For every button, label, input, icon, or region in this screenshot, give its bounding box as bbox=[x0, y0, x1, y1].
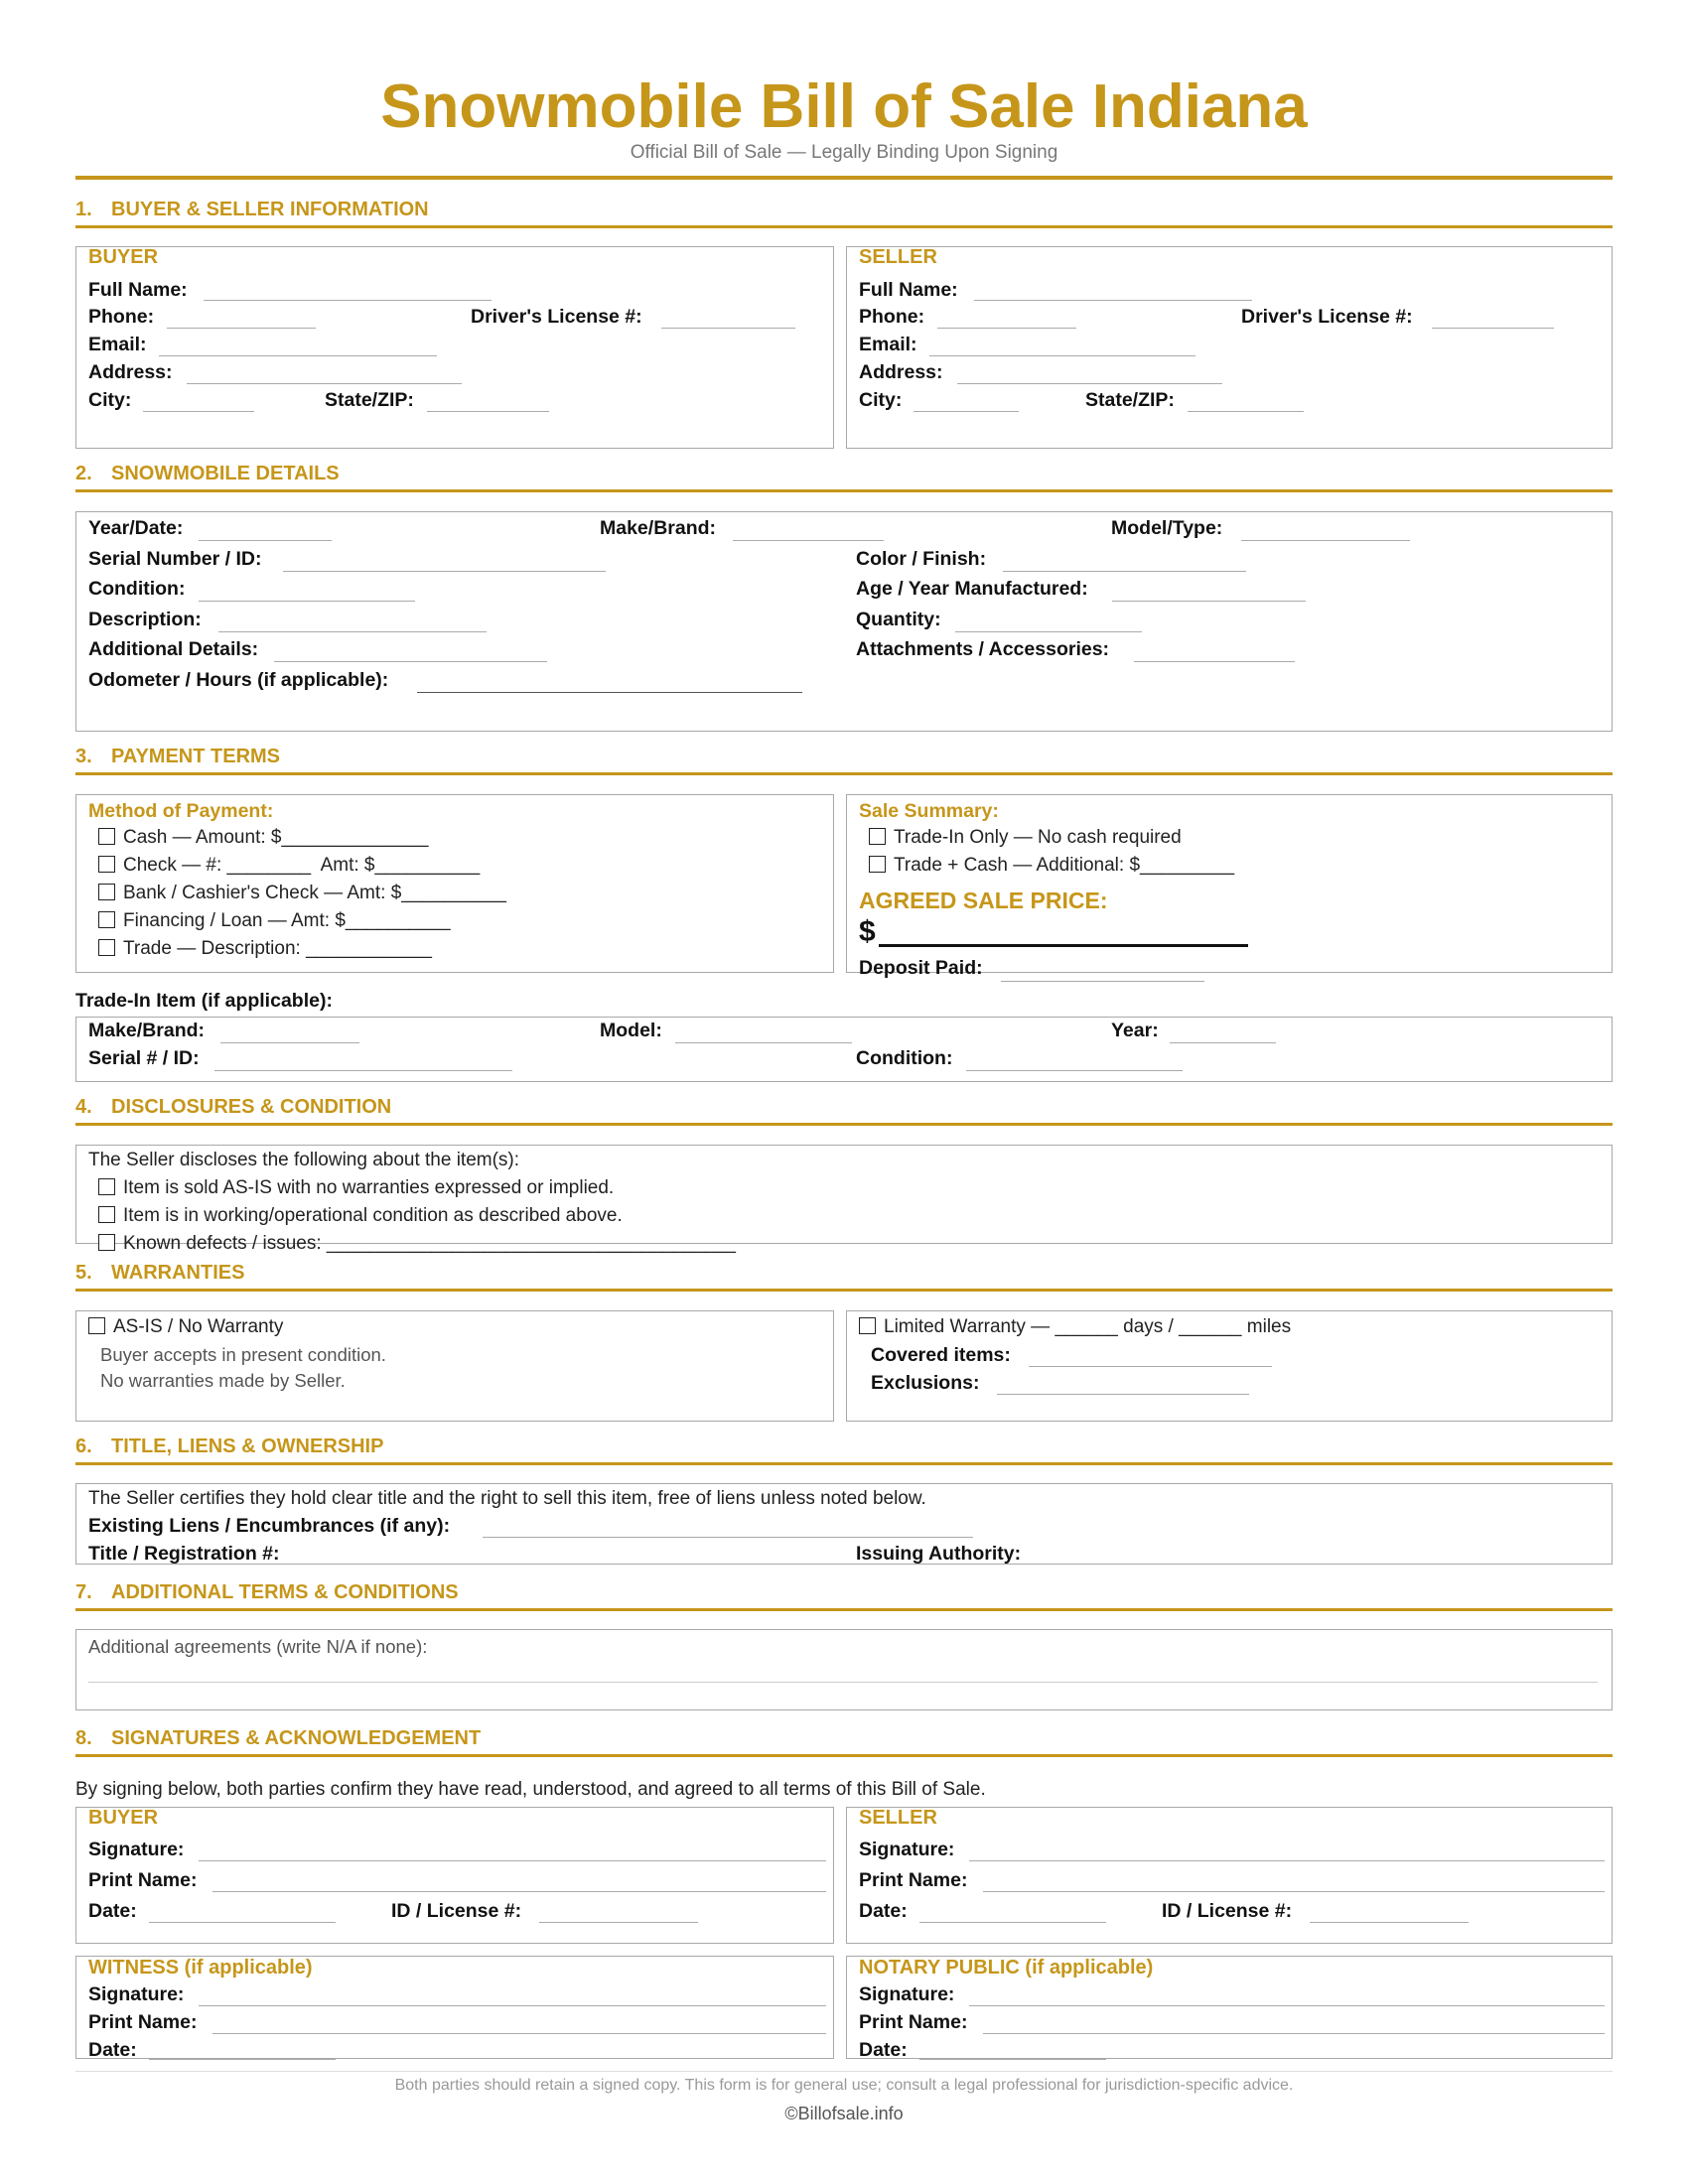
section-2-heading bbox=[75, 457, 1613, 492]
exclusions-label: Exclusions: bbox=[871, 1372, 980, 1394]
buyer-signature-field[interactable] bbox=[199, 1860, 826, 1861]
quantity-field[interactable] bbox=[955, 631, 1142, 632]
buyer-date-label: Date: bbox=[88, 1900, 137, 1922]
payment-cash-label: Cash — Amount: $______________ bbox=[123, 827, 429, 848]
payment-financing-option[interactable] bbox=[98, 910, 451, 932]
disclosure-defects-option[interactable] bbox=[98, 1233, 736, 1255]
as-is-note-2: No warranties made by Seller. bbox=[100, 1370, 346, 1391]
age-field[interactable] bbox=[1112, 601, 1306, 602]
seller-full-name-field[interactable] bbox=[974, 300, 1252, 301]
seller-id-license-label: ID / License #: bbox=[1162, 1900, 1293, 1922]
disclosure-as-is-option[interactable] bbox=[98, 1177, 614, 1199]
buyer-id-license-label: ID / License #: bbox=[391, 1900, 522, 1922]
trade-serial-field[interactable] bbox=[214, 1070, 512, 1071]
disclosure-as-is-label: Item is sold AS-IS with no warranties expressed or implied. bbox=[123, 1177, 615, 1198]
seller-address-field[interactable] bbox=[957, 383, 1222, 384]
color-field[interactable] bbox=[1003, 571, 1246, 572]
buyer-full-name-label: Full Name: bbox=[88, 279, 188, 301]
section-1-heading bbox=[75, 193, 1613, 228]
section-title: WARRANTIES bbox=[111, 1262, 245, 1284]
checkbox-icon[interactable] bbox=[98, 911, 115, 928]
title-certification-text: The Seller certifies they hold clear title and the right to sell this item, free of liens unless noted below. bbox=[88, 1488, 926, 1509]
additional-details-label: Additional Details: bbox=[88, 638, 259, 660]
buyer-print-name-field[interactable] bbox=[212, 1891, 826, 1892]
notary-signature-label: Signature: bbox=[859, 1983, 955, 2005]
checkbox-icon[interactable] bbox=[98, 939, 115, 956]
color-label: Color / Finish: bbox=[856, 548, 987, 570]
checkbox-icon[interactable] bbox=[98, 1178, 115, 1195]
buyer-date-field[interactable] bbox=[149, 1922, 336, 1923]
quantity-label: Quantity: bbox=[856, 609, 941, 630]
seller-full-name-label: Full Name: bbox=[859, 279, 958, 301]
attachments-field[interactable] bbox=[1134, 661, 1295, 662]
checkbox-icon[interactable] bbox=[98, 884, 115, 900]
buyer-city-field[interactable] bbox=[143, 411, 254, 412]
seller-state-zip-label: State/ZIP: bbox=[1085, 389, 1175, 411]
checkbox-icon[interactable] bbox=[98, 856, 115, 873]
agreed-sale-price-label: AGREED SALE PRICE: bbox=[859, 887, 1108, 913]
witness-signature-label: Signature: bbox=[88, 1983, 185, 2005]
witness-heading: WITNESS (if applicable) bbox=[88, 1957, 313, 1979]
payment-bank-label: Bank / Cashier's Check — Amt: $__________ bbox=[123, 883, 506, 903]
covered-items-field[interactable] bbox=[1029, 1366, 1272, 1367]
seller-print-name-field[interactable] bbox=[983, 1891, 1605, 1892]
buyer-dl-field[interactable] bbox=[661, 328, 795, 329]
sale-summary-title: Sale Summary: bbox=[859, 800, 999, 822]
checkbox-icon[interactable] bbox=[98, 828, 115, 845]
buyer-signature-heading: BUYER bbox=[88, 1807, 159, 1829]
section-number: 2. bbox=[75, 463, 92, 484]
seller-info-box bbox=[846, 246, 1613, 449]
section-title: PAYMENT TERMS bbox=[111, 746, 281, 767]
footer-note: Both parties should retain a signed copy. This form is for general use; consult a legal professional for jurisdiction-specific advice. bbox=[394, 2077, 1294, 2094]
section-6-heading bbox=[75, 1430, 1613, 1465]
buyer-email-field[interactable] bbox=[159, 355, 437, 356]
payment-trade-label: Trade — Description: ____________ bbox=[123, 938, 432, 959]
deposit-paid-field[interactable] bbox=[1001, 981, 1204, 982]
trade-condition-field[interactable] bbox=[966, 1070, 1183, 1071]
condition-field[interactable] bbox=[199, 601, 415, 602]
page-subtitle: Official Bill of Sale — Legally Binding Upon Signing bbox=[630, 142, 1058, 163]
section-number: 4. bbox=[75, 1096, 92, 1118]
odometer-field[interactable] bbox=[417, 692, 802, 693]
seller-email-field[interactable] bbox=[929, 355, 1196, 356]
seller-city-label: City: bbox=[859, 389, 903, 411]
covered-items-label: Covered items: bbox=[871, 1344, 1011, 1366]
checkbox-icon[interactable] bbox=[98, 1206, 115, 1223]
buyer-id-license-field[interactable] bbox=[539, 1922, 698, 1923]
checkbox-icon[interactable] bbox=[869, 856, 886, 873]
seller-date-field[interactable] bbox=[919, 1922, 1106, 1923]
seller-date-label: Date: bbox=[859, 1900, 908, 1922]
witness-date-label: Date: bbox=[88, 2039, 137, 2061]
buyer-state-zip-field[interactable] bbox=[427, 411, 549, 412]
section-title: BUYER & SELLER INFORMATION bbox=[111, 199, 429, 220]
checkbox-icon[interactable] bbox=[88, 1317, 105, 1334]
description-label: Description: bbox=[88, 609, 202, 630]
seller-address-label: Address: bbox=[859, 361, 943, 383]
trade-plus-cash-option[interactable] bbox=[869, 855, 1234, 877]
footer-divider bbox=[75, 2071, 1613, 2072]
additional-agreements-field[interactable] bbox=[88, 1682, 1598, 1683]
description-field[interactable] bbox=[218, 631, 487, 632]
year-field[interactable] bbox=[199, 540, 332, 541]
seller-signature-label: Signature: bbox=[859, 1839, 955, 1860]
section-title: SNOWMOBILE DETAILS bbox=[111, 463, 340, 484]
make-field[interactable] bbox=[733, 540, 884, 541]
buyer-phone-label: Phone: bbox=[88, 306, 155, 328]
limited-warranty-label: Limited Warranty — ______ days / ______ miles bbox=[884, 1316, 1292, 1337]
section-3-heading bbox=[75, 740, 1613, 775]
seller-heading: SELLER bbox=[859, 246, 937, 268]
trade-year-label: Year: bbox=[1111, 1020, 1159, 1041]
buyer-heading: BUYER bbox=[88, 246, 159, 268]
buyer-dl-label: Driver's License #: bbox=[471, 306, 642, 328]
existing-liens-label: Existing Liens / Encumbrances (if any): bbox=[88, 1515, 451, 1537]
section-7-heading bbox=[75, 1575, 1613, 1611]
make-label: Make/Brand: bbox=[600, 517, 717, 539]
section-number: 6. bbox=[75, 1435, 92, 1457]
disclosure-working-option[interactable] bbox=[98, 1205, 623, 1227]
serial-field[interactable] bbox=[283, 571, 606, 572]
trade-model-label: Model: bbox=[600, 1020, 662, 1041]
condition-label: Condition: bbox=[88, 578, 186, 600]
notary-print-name-field[interactable] bbox=[983, 2033, 1605, 2034]
buyer-print-name-label: Print Name: bbox=[88, 1869, 198, 1891]
payment-cash-option[interactable] bbox=[98, 827, 428, 849]
trade-make-field[interactable] bbox=[220, 1042, 359, 1043]
checkbox-icon[interactable] bbox=[98, 1234, 115, 1251]
issuing-authority-label: Issuing Authority: bbox=[856, 1543, 1022, 1565]
model-label: Model/Type: bbox=[1111, 517, 1223, 539]
trade-plus-cash-label: Trade + Cash — Additional: $_________ bbox=[894, 855, 1235, 876]
odometer-label: Odometer / Hours (if applicable): bbox=[88, 669, 389, 691]
section-8-heading bbox=[75, 1721, 1613, 1757]
seller-signature-heading: SELLER bbox=[859, 1807, 937, 1829]
trade-in-title: Trade-In Item (if applicable): bbox=[75, 990, 333, 1012]
as-is-warranty-label: AS-IS / No Warranty bbox=[113, 1316, 284, 1337]
checkbox-icon[interactable] bbox=[869, 828, 886, 845]
seller-dl-field[interactable] bbox=[1432, 328, 1554, 329]
witness-print-name-field[interactable] bbox=[212, 2033, 826, 2034]
section-number: 1. bbox=[75, 199, 92, 220]
disclosures-intro: The Seller discloses the following about the item(s): bbox=[88, 1150, 520, 1170]
trade-model-field[interactable] bbox=[675, 1042, 852, 1043]
seller-phone-field[interactable] bbox=[937, 328, 1076, 329]
section-title: DISCLOSURES & CONDITION bbox=[111, 1096, 392, 1118]
notary-date-field[interactable] bbox=[919, 2059, 1106, 2060]
seller-print-name-label: Print Name: bbox=[859, 1869, 968, 1891]
seller-email-label: Email: bbox=[859, 334, 917, 355]
trade-in-only-option[interactable] bbox=[869, 827, 1182, 849]
section-number: 3. bbox=[75, 746, 92, 767]
age-label: Age / Year Manufactured: bbox=[856, 578, 1088, 600]
witness-date-field[interactable] bbox=[149, 2059, 336, 2060]
section-title: SIGNATURES & ACKNOWLEDGEMENT bbox=[111, 1727, 482, 1749]
seller-phone-label: Phone: bbox=[859, 306, 925, 328]
trade-in-only-label: Trade-In Only — No cash required bbox=[894, 827, 1182, 848]
buyer-signature-label: Signature: bbox=[88, 1839, 185, 1860]
header-divider bbox=[75, 176, 1613, 180]
trade-condition-label: Condition: bbox=[856, 1047, 953, 1069]
agreed-sale-price-field[interactable] bbox=[879, 944, 1248, 947]
existing-liens-field[interactable] bbox=[483, 1537, 973, 1538]
payment-financing-label: Financing / Loan — Amt: $__________ bbox=[123, 910, 451, 931]
additional-details-field[interactable] bbox=[274, 661, 547, 662]
buyer-phone-field[interactable] bbox=[167, 328, 316, 329]
seller-dl-label: Driver's License #: bbox=[1241, 306, 1413, 328]
payment-method-title: Method of Payment: bbox=[88, 800, 274, 822]
deposit-paid-label: Deposit Paid: bbox=[859, 957, 983, 979]
buyer-address-label: Address: bbox=[88, 361, 173, 383]
buyer-state-zip-label: State/ZIP: bbox=[325, 389, 414, 411]
seller-state-zip-field[interactable] bbox=[1188, 411, 1304, 412]
section-title: ADDITIONAL TERMS & CONDITIONS bbox=[111, 1581, 459, 1603]
section-title: TITLE, LIENS & OWNERSHIP bbox=[111, 1435, 384, 1457]
section-5-heading bbox=[75, 1256, 1613, 1292]
witness-signature-field[interactable] bbox=[199, 2005, 826, 2006]
notary-heading: NOTARY PUBLIC (if applicable) bbox=[859, 1957, 1154, 1979]
buyer-info-box bbox=[75, 246, 834, 449]
checkbox-icon[interactable] bbox=[859, 1317, 876, 1334]
section-number: 5. bbox=[75, 1262, 92, 1284]
signatures-intro: By signing below, both parties confirm they have read, understood, and agreed to all terms of this Bill of Sale. bbox=[75, 1779, 986, 1800]
limited-warranty-option[interactable] bbox=[859, 1316, 1291, 1338]
buyer-email-label: Email: bbox=[88, 334, 147, 355]
page-title: Snowmobile Bill of Sale Indiana bbox=[380, 72, 1308, 141]
disclosure-defects-label: Known defects / issues: _______________________________________ bbox=[123, 1233, 736, 1254]
seller-id-license-field[interactable] bbox=[1310, 1922, 1469, 1923]
year-label: Year/Date: bbox=[88, 517, 184, 539]
payment-trade-option[interactable] bbox=[98, 938, 432, 960]
model-field[interactable] bbox=[1241, 540, 1410, 541]
section-number: 7. bbox=[75, 1581, 92, 1603]
attachments-label: Attachments / Accessories: bbox=[856, 638, 1110, 660]
serial-label: Serial Number / ID: bbox=[88, 548, 262, 570]
notary-signature-field[interactable] bbox=[969, 2005, 1605, 2006]
trade-year-field[interactable] bbox=[1170, 1042, 1276, 1043]
footer-copyright: ©Billofsale.info bbox=[784, 2104, 904, 2123]
notary-print-name-label: Print Name: bbox=[859, 2011, 968, 2033]
buyer-address-field[interactable] bbox=[187, 383, 462, 384]
additional-agreements-label: Additional agreements (write N/A if none): bbox=[88, 1636, 428, 1657]
seller-city-field[interactable] bbox=[914, 411, 1019, 412]
seller-signature-field[interactable] bbox=[969, 1860, 1605, 1861]
dollar-sign: $ bbox=[859, 915, 876, 948]
as-is-warranty-option[interactable] bbox=[88, 1316, 283, 1338]
trade-serial-label: Serial # / ID: bbox=[88, 1047, 200, 1069]
witness-print-name-label: Print Name: bbox=[88, 2011, 198, 2033]
buyer-city-label: City: bbox=[88, 389, 132, 411]
trade-in-box bbox=[75, 1017, 1613, 1082]
trade-make-label: Make/Brand: bbox=[88, 1020, 206, 1041]
as-is-note-1: Buyer accepts in present condition. bbox=[100, 1344, 386, 1365]
disclosure-working-label: Item is in working/operational condition as described above. bbox=[123, 1205, 623, 1226]
section-number: 8. bbox=[75, 1727, 92, 1749]
title-registration-label: Title / Registration #: bbox=[88, 1543, 280, 1565]
payment-check-option[interactable] bbox=[98, 855, 480, 877]
snowmobile-details-box bbox=[75, 511, 1613, 732]
exclusions-field[interactable] bbox=[997, 1394, 1249, 1395]
section-4-heading bbox=[75, 1090, 1613, 1126]
notary-date-label: Date: bbox=[859, 2039, 908, 2061]
payment-bank-option[interactable] bbox=[98, 883, 506, 904]
buyer-full-name-field[interactable] bbox=[204, 300, 492, 301]
payment-check-label: Check — #: ________ Amt: $__________ bbox=[123, 855, 481, 876]
